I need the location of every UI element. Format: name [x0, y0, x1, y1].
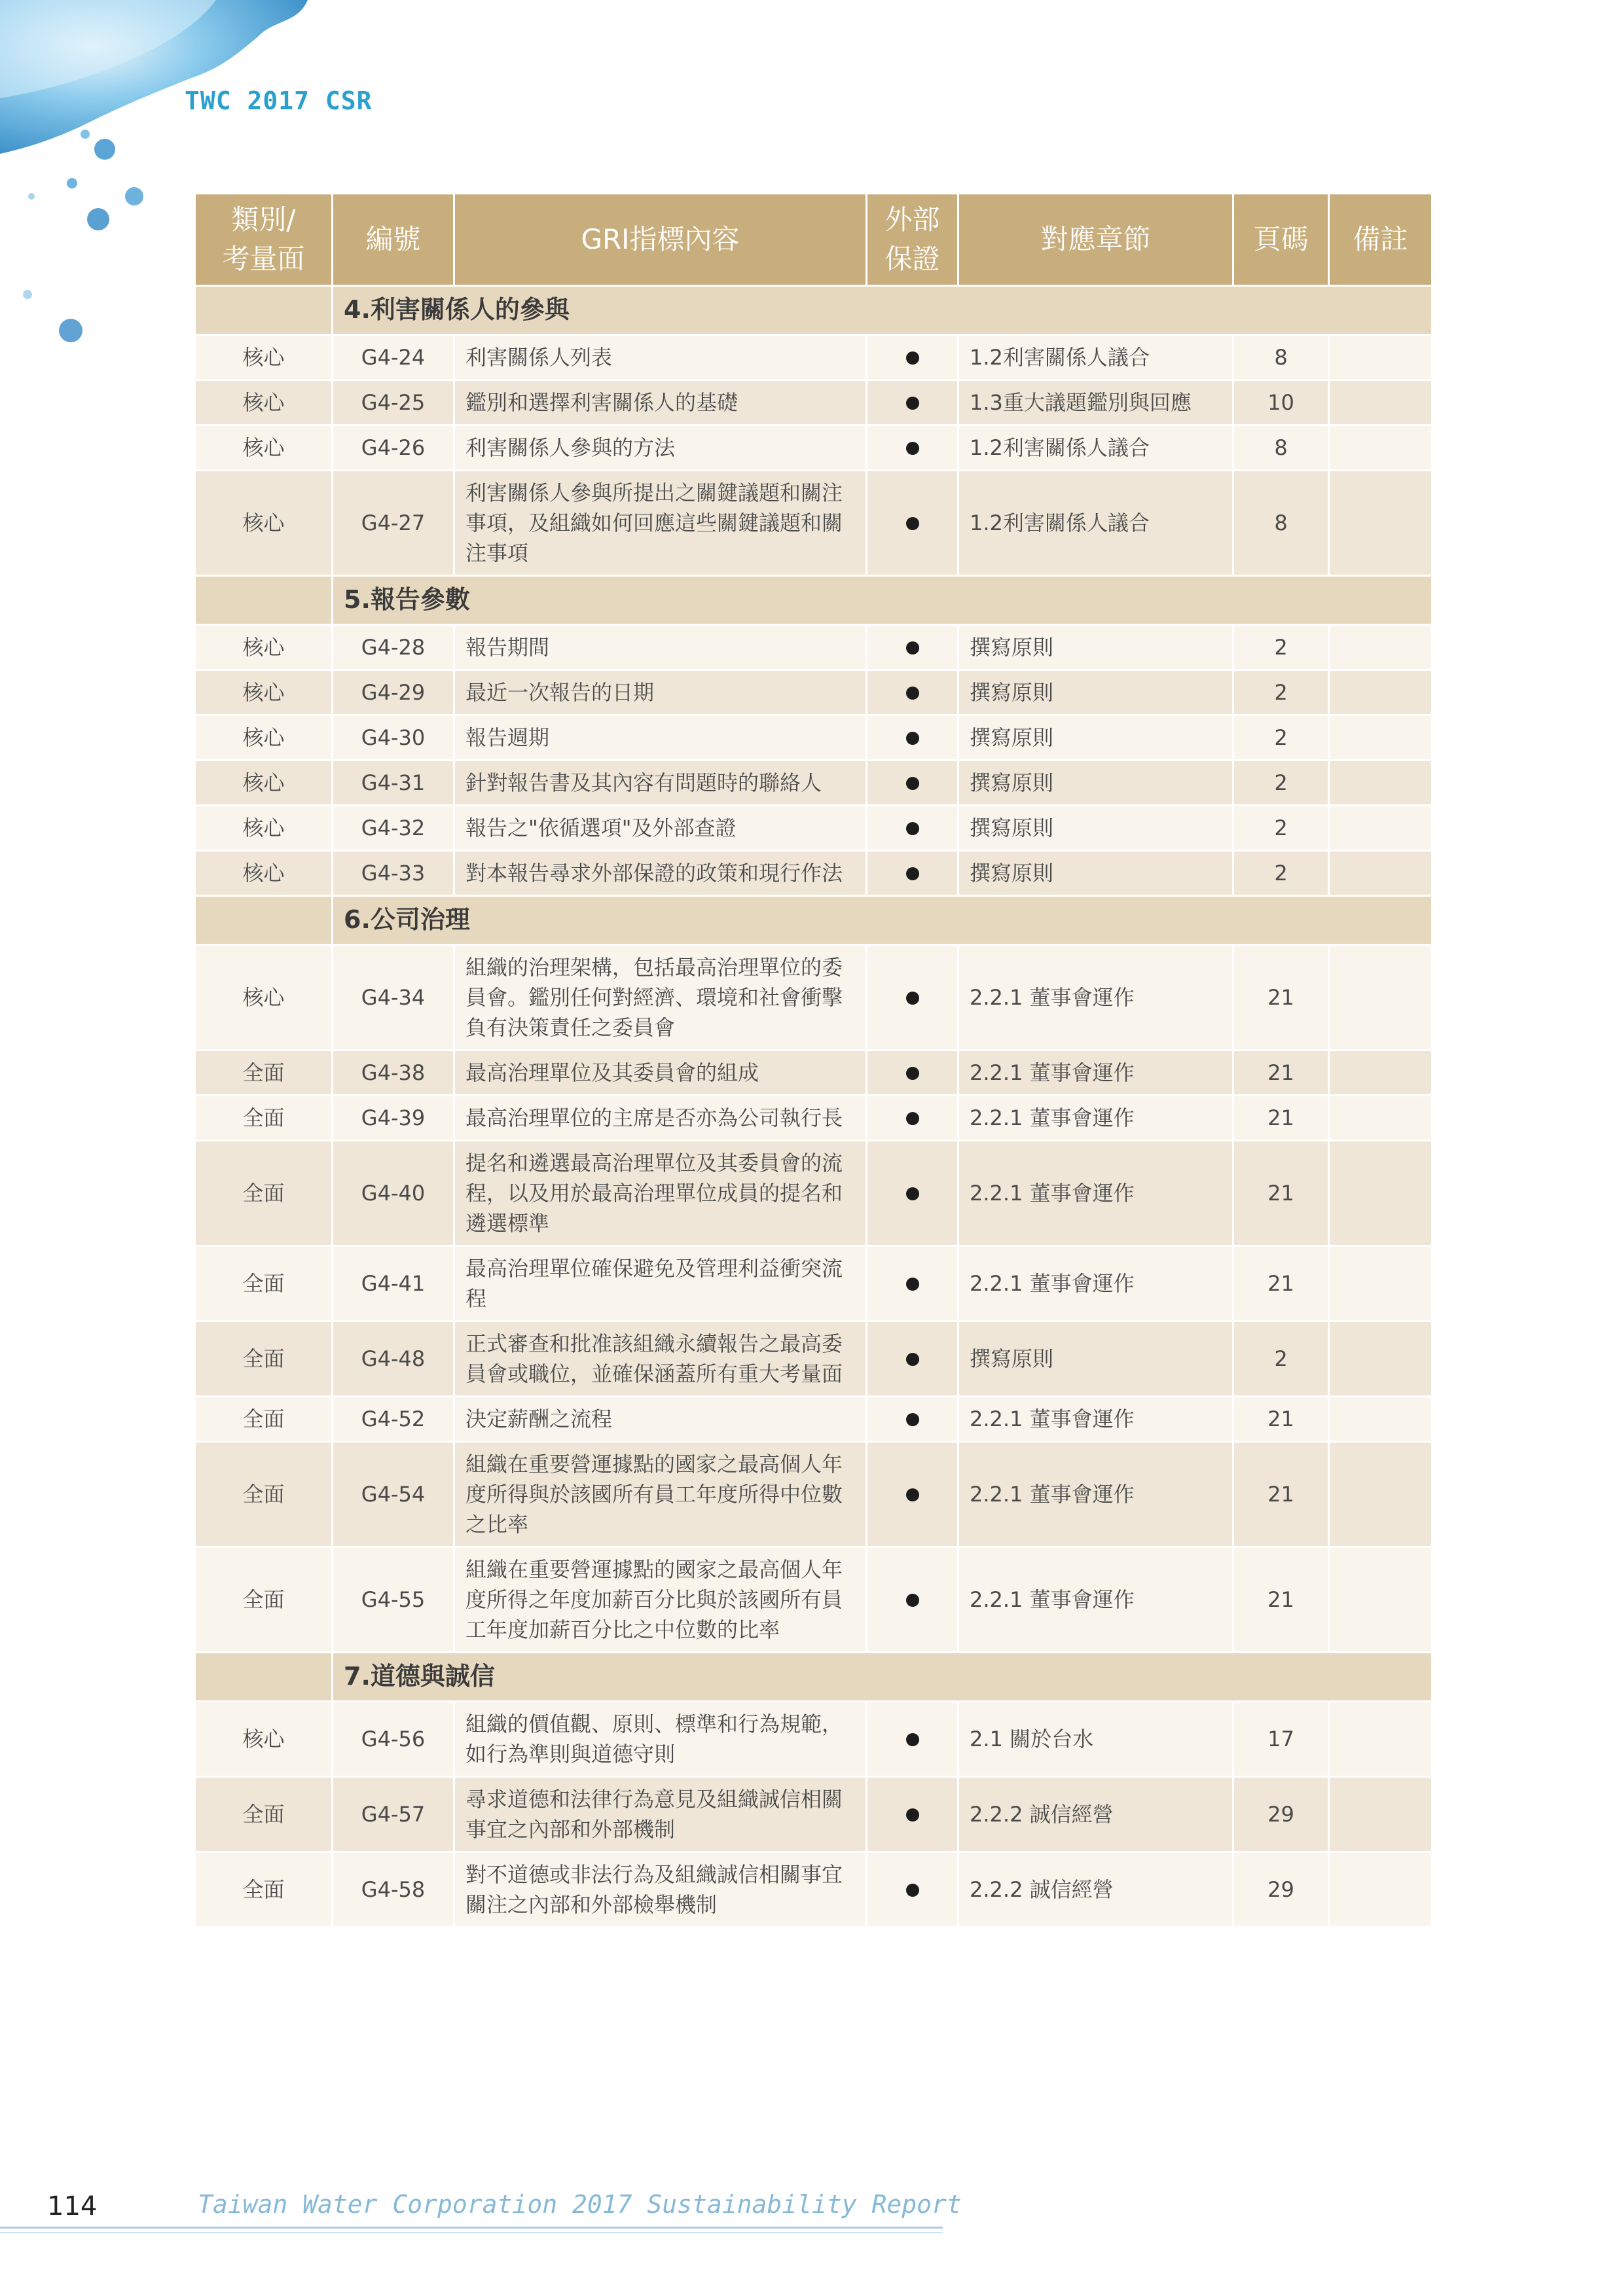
note-cell: [1329, 715, 1432, 761]
category-cell: 核心: [195, 806, 333, 851]
chapter-cell: 2.1 關於台水: [958, 1702, 1233, 1777]
chapter-cell: 撰寫原則: [958, 1321, 1233, 1397]
note-cell: [1329, 1096, 1432, 1141]
table-header-row: [195, 194, 1432, 286]
assurance-cell: [867, 806, 958, 851]
assurance-dot-icon: [906, 822, 919, 835]
page-cell: 2: [1233, 806, 1329, 851]
category-cell: 核心: [195, 425, 333, 471]
assurance-dot-icon: [906, 641, 919, 655]
category-cell: 核心: [195, 761, 333, 806]
assurance-dot-icon: [906, 1884, 919, 1897]
page-cell: 21: [1233, 1141, 1329, 1246]
code-cell: G4-33: [333, 851, 454, 896]
note-cell: [1329, 761, 1432, 806]
table-row: [195, 1246, 1432, 1321]
assurance-dot-icon: [906, 1353, 919, 1366]
assurance-cell: [867, 851, 958, 896]
content-cell: 鑑別和選擇利害關係人的基礎: [454, 380, 867, 425]
chapter-cell: 2.2.2 誠信經營: [958, 1777, 1233, 1852]
chapter-cell: 2.2.1 董事會運作: [958, 1096, 1233, 1141]
page-cell: 10: [1233, 380, 1329, 425]
note-cell: [1329, 806, 1432, 851]
assurance-dot-icon: [906, 517, 919, 530]
page-cell: 2: [1233, 625, 1329, 670]
assurance-dot-icon: [906, 1112, 919, 1125]
page-number: 114: [47, 2191, 98, 2221]
code-cell: G4-38: [333, 1050, 454, 1096]
table-row: [195, 471, 1432, 576]
table-row: [195, 1702, 1432, 1777]
table-row: [195, 625, 1432, 670]
page-cell: 21: [1233, 1397, 1329, 1442]
category-cell: 全面: [195, 1547, 333, 1653]
code-cell: G4-32: [333, 806, 454, 851]
code-cell: G4-54: [333, 1442, 454, 1547]
content-cell: 組織在重要營運據點的國家之最高個人年度所得之年度加薪百分比與於該國所有員工年度加薪百分比之中位數的比率: [454, 1547, 867, 1653]
category-cell: 全面: [195, 1442, 333, 1547]
code-cell: G4-30: [333, 715, 454, 761]
page-cell: 21: [1233, 945, 1329, 1050]
assurance-dot-icon: [906, 732, 919, 745]
chapter-cell: 撰寫原則: [958, 625, 1233, 670]
assurance-cell: [867, 1397, 958, 1442]
code-cell: G4-39: [333, 1096, 454, 1141]
assurance-cell: [867, 625, 958, 670]
table-row: [195, 1397, 1432, 1442]
chapter-cell: 1.3重大議題鑑別與回應: [958, 380, 1233, 425]
assurance-dot-icon: [906, 777, 919, 790]
assurance-dot-icon: [906, 992, 919, 1005]
content-cell: 報告之"依循選項"及外部查證: [454, 806, 867, 851]
table-row: [195, 380, 1432, 425]
assurance-cell: [867, 1547, 958, 1653]
table-row: [195, 670, 1432, 715]
category-cell: 核心: [195, 851, 333, 896]
table-row: [195, 945, 1432, 1050]
note-cell: [1329, 335, 1432, 380]
assurance-dot-icon: [906, 1808, 919, 1821]
content-cell: 尋求道德和法律行為意見及組織誠信相關事宜之內部和外部機制: [454, 1777, 867, 1852]
category-cell: 核心: [195, 1702, 333, 1777]
chapter-cell: 2.2.1 董事會運作: [958, 1246, 1233, 1321]
assurance-cell: [867, 1702, 958, 1777]
table-row: [195, 1442, 1432, 1547]
note-cell: [1329, 1702, 1432, 1777]
note-cell: [1329, 1050, 1432, 1096]
chapter-cell: 2.2.1 董事會運作: [958, 1397, 1233, 1442]
footer-rule: [0, 2227, 943, 2229]
section-spacer: [195, 286, 333, 335]
category-cell: 核心: [195, 335, 333, 380]
page-cell: 2: [1233, 851, 1329, 896]
assurance-cell: [867, 761, 958, 806]
assurance-cell: [867, 1096, 958, 1141]
note-cell: [1329, 471, 1432, 576]
table-row: [195, 806, 1432, 851]
code-cell: G4-27: [333, 471, 454, 576]
table-row: [195, 1547, 1432, 1653]
note-cell: [1329, 945, 1432, 1050]
chapter-cell: 1.2利害關係人議合: [958, 425, 1233, 471]
content-cell: 提名和遴選最高治理單位及其委員會的流程，以及用於最高治理單位成員的提名和遴選標準: [454, 1141, 867, 1246]
content-cell: 報告期間: [454, 625, 867, 670]
assurance-cell: [867, 945, 958, 1050]
assurance-cell: [867, 1050, 958, 1096]
chapter-cell: 撰寫原則: [958, 670, 1233, 715]
page-cell: 29: [1233, 1777, 1329, 1852]
assurance-cell: [867, 1852, 958, 1928]
section-label-cell: [333, 896, 1432, 945]
section-label: 6.公司治理: [344, 905, 470, 934]
content-cell: 利害關係人參與所提出之關鍵議題和關注事項，及組織如何回應這些關鍵議題和關注事項: [454, 471, 867, 576]
table-row: [195, 1777, 1432, 1852]
content-cell: 利害關係人列表: [454, 335, 867, 380]
category-cell: 全面: [195, 1096, 333, 1141]
assurance-dot-icon: [906, 1067, 919, 1080]
assurance-cell: [867, 1442, 958, 1547]
note-cell: [1329, 1852, 1432, 1928]
table-row: [195, 425, 1432, 471]
note-cell: [1329, 625, 1432, 670]
code-cell: G4-56: [333, 1702, 454, 1777]
page-cell: 2: [1233, 1321, 1329, 1397]
section-header-row: [195, 896, 1432, 945]
page-cell: 21: [1233, 1096, 1329, 1141]
footer-report-title: Taiwan Water Corporation 2017 Sustainability Report: [198, 2190, 962, 2219]
content-cell: 利害關係人參與的方法: [454, 425, 867, 471]
category-cell: 核心: [195, 945, 333, 1050]
chapter-cell: 2.2.2 誠信經營: [958, 1852, 1233, 1928]
section-label: 4.利害關係人的參與: [344, 295, 570, 324]
section-header-row: [195, 1653, 1432, 1702]
assurance-dot-icon: [906, 867, 919, 880]
assurance-dot-icon: [906, 1187, 919, 1200]
assurance-dot-icon: [906, 1413, 919, 1426]
assurance-dot-icon: [906, 1278, 919, 1291]
chapter-cell: 撰寫原則: [958, 851, 1233, 896]
table-row: [195, 1050, 1432, 1096]
page-cell: 17: [1233, 1702, 1329, 1777]
code-cell: G4-34: [333, 945, 454, 1050]
page-cell: 29: [1233, 1852, 1329, 1928]
table-row: [195, 761, 1432, 806]
assurance-dot-icon: [906, 351, 919, 365]
chapter-cell: 2.2.1 董事會運作: [958, 1050, 1233, 1096]
assurance-cell: [867, 1141, 958, 1246]
assurance-cell: [867, 1777, 958, 1852]
assurance-dot-icon: [906, 442, 919, 455]
page-cell: 8: [1233, 425, 1329, 471]
content-cell: 最高治理單位確保避免及管理利益衝突流程: [454, 1246, 867, 1321]
code-cell: G4-55: [333, 1547, 454, 1653]
code-cell: G4-48: [333, 1321, 454, 1397]
chapter-cell: 1.2利害關係人議合: [958, 471, 1233, 576]
page-cell: 2: [1233, 670, 1329, 715]
table-row: [195, 851, 1432, 896]
page-cell: 21: [1233, 1050, 1329, 1096]
assurance-cell: [867, 670, 958, 715]
chapter-cell: 2.2.1 董事會運作: [958, 1141, 1233, 1246]
note-cell: [1329, 1141, 1432, 1246]
gri-index-table: [194, 192, 1433, 1928]
chapter-cell: 撰寫原則: [958, 806, 1233, 851]
note-cell: [1329, 1547, 1432, 1653]
content-cell: 正式審查和批准該組織永續報告之最高委員會或職位，並確保涵蓋所有重大考量面: [454, 1321, 867, 1397]
code-cell: G4-41: [333, 1246, 454, 1321]
content-cell: 決定薪酬之流程: [454, 1397, 867, 1442]
chapter-cell: 2.2.1 董事會運作: [958, 1442, 1233, 1547]
content-cell: 針對報告書及其內容有問題時的聯絡人: [454, 761, 867, 806]
content-cell: 組織的治理架構，包括最高治理單位的委員會。鑑別任何對經濟、環境和社會衝擊負有決策責任之委員會: [454, 945, 867, 1050]
code-cell: G4-29: [333, 670, 454, 715]
page-cell: 21: [1233, 1246, 1329, 1321]
section-label: 7.道德與誠信: [344, 1662, 495, 1691]
assurance-cell: [867, 715, 958, 761]
column-header-chapter: 對應章節: [958, 194, 1233, 286]
code-cell: G4-28: [333, 625, 454, 670]
assurance-dot-icon: [906, 687, 919, 700]
code-cell: G4-24: [333, 335, 454, 380]
table-row: [195, 1141, 1432, 1246]
assurance-cell: [867, 335, 958, 380]
note-cell: [1329, 1246, 1432, 1321]
page-cell: 21: [1233, 1442, 1329, 1547]
page-cell: 2: [1233, 761, 1329, 806]
code-cell: G4-31: [333, 761, 454, 806]
content-cell: 最高治理單位及其委員會的組成: [454, 1050, 867, 1096]
footer-rule-thin: [0, 2232, 943, 2233]
assurance-cell: [867, 380, 958, 425]
column-header-category: 類別/ 考量面: [195, 194, 333, 286]
note-cell: [1329, 425, 1432, 471]
chapter-cell: 2.2.1 董事會運作: [958, 945, 1233, 1050]
note-cell: [1329, 670, 1432, 715]
content-cell: 組織在重要營運據點的國家之最高個人年度所得與於該國所有員工年度所得中位數之比率: [454, 1442, 867, 1547]
table-row: [195, 715, 1432, 761]
section-label-cell: [333, 286, 1432, 335]
assurance-cell: [867, 1321, 958, 1397]
category-cell: 核心: [195, 471, 333, 576]
category-cell: 核心: [195, 625, 333, 670]
category-cell: 全面: [195, 1141, 333, 1246]
content-cell: 最近一次報告的日期: [454, 670, 867, 715]
chapter-cell: 2.2.1 董事會運作: [958, 1547, 1233, 1653]
section-header-row: [195, 286, 1432, 335]
section-label-cell: [333, 1653, 1432, 1702]
assurance-dot-icon: [906, 1594, 919, 1607]
category-cell: 全面: [195, 1246, 333, 1321]
category-cell: 核心: [195, 715, 333, 761]
section-label-cell: [333, 576, 1432, 625]
assurance-dot-icon: [906, 397, 919, 410]
table-row: [195, 1852, 1432, 1928]
category-cell: 核心: [195, 670, 333, 715]
note-cell: [1329, 851, 1432, 896]
chapter-cell: 1.2利害關係人議合: [958, 335, 1233, 380]
column-header-content: GRI指標內容: [454, 194, 867, 286]
category-cell: 全面: [195, 1050, 333, 1096]
page-cell: 21: [1233, 1547, 1329, 1653]
code-cell: G4-57: [333, 1777, 454, 1852]
code-cell: G4-26: [333, 425, 454, 471]
column-header-note: 備註: [1329, 194, 1432, 286]
code-cell: G4-52: [333, 1397, 454, 1442]
content-cell: 報告週期: [454, 715, 867, 761]
header-title: TWC 2017 CSR: [185, 86, 373, 115]
note-cell: [1329, 380, 1432, 425]
note-cell: [1329, 1442, 1432, 1547]
category-cell: 全面: [195, 1397, 333, 1442]
column-header-code: 編號: [333, 194, 454, 286]
code-cell: G4-58: [333, 1852, 454, 1928]
table-row: [195, 1096, 1432, 1141]
note-cell: [1329, 1321, 1432, 1397]
assurance-dot-icon: [906, 1733, 919, 1746]
category-cell: 核心: [195, 380, 333, 425]
assurance-cell: [867, 425, 958, 471]
category-cell: 全面: [195, 1777, 333, 1852]
assurance-cell: [867, 471, 958, 576]
note-cell: [1329, 1397, 1432, 1442]
section-label: 5.報告參數: [344, 585, 470, 614]
content-cell: 最高治理單位的主席是否亦為公司執行長: [454, 1096, 867, 1141]
chapter-cell: 撰寫原則: [958, 715, 1233, 761]
section-spacer: [195, 576, 333, 625]
content-cell: 對不道德或非法行為及組織誠信相關事宜關注之內部和外部檢舉機制: [454, 1852, 867, 1928]
chapter-cell: 撰寫原則: [958, 761, 1233, 806]
table-row: [195, 1321, 1432, 1397]
code-cell: G4-25: [333, 380, 454, 425]
note-cell: [1329, 1777, 1432, 1852]
page-cell: 8: [1233, 471, 1329, 576]
category-cell: 全面: [195, 1852, 333, 1928]
table-row: [195, 335, 1432, 380]
page-cell: 8: [1233, 335, 1329, 380]
column-header-assurance: 外部 保證: [867, 194, 958, 286]
page-cell: 2: [1233, 715, 1329, 761]
category-cell: 全面: [195, 1321, 333, 1397]
section-spacer: [195, 1653, 333, 1702]
section-spacer: [195, 896, 333, 945]
assurance-dot-icon: [906, 1488, 919, 1501]
section-header-row: [195, 576, 1432, 625]
assurance-cell: [867, 1246, 958, 1321]
column-header-page: 頁碼: [1233, 194, 1329, 286]
content-cell: 組織的價值觀、原則、標準和行為規範，如行為準則與道德守則: [454, 1702, 867, 1777]
content-cell: 對本報告尋求外部保證的政策和現行作法: [454, 851, 867, 896]
code-cell: G4-40: [333, 1141, 454, 1246]
